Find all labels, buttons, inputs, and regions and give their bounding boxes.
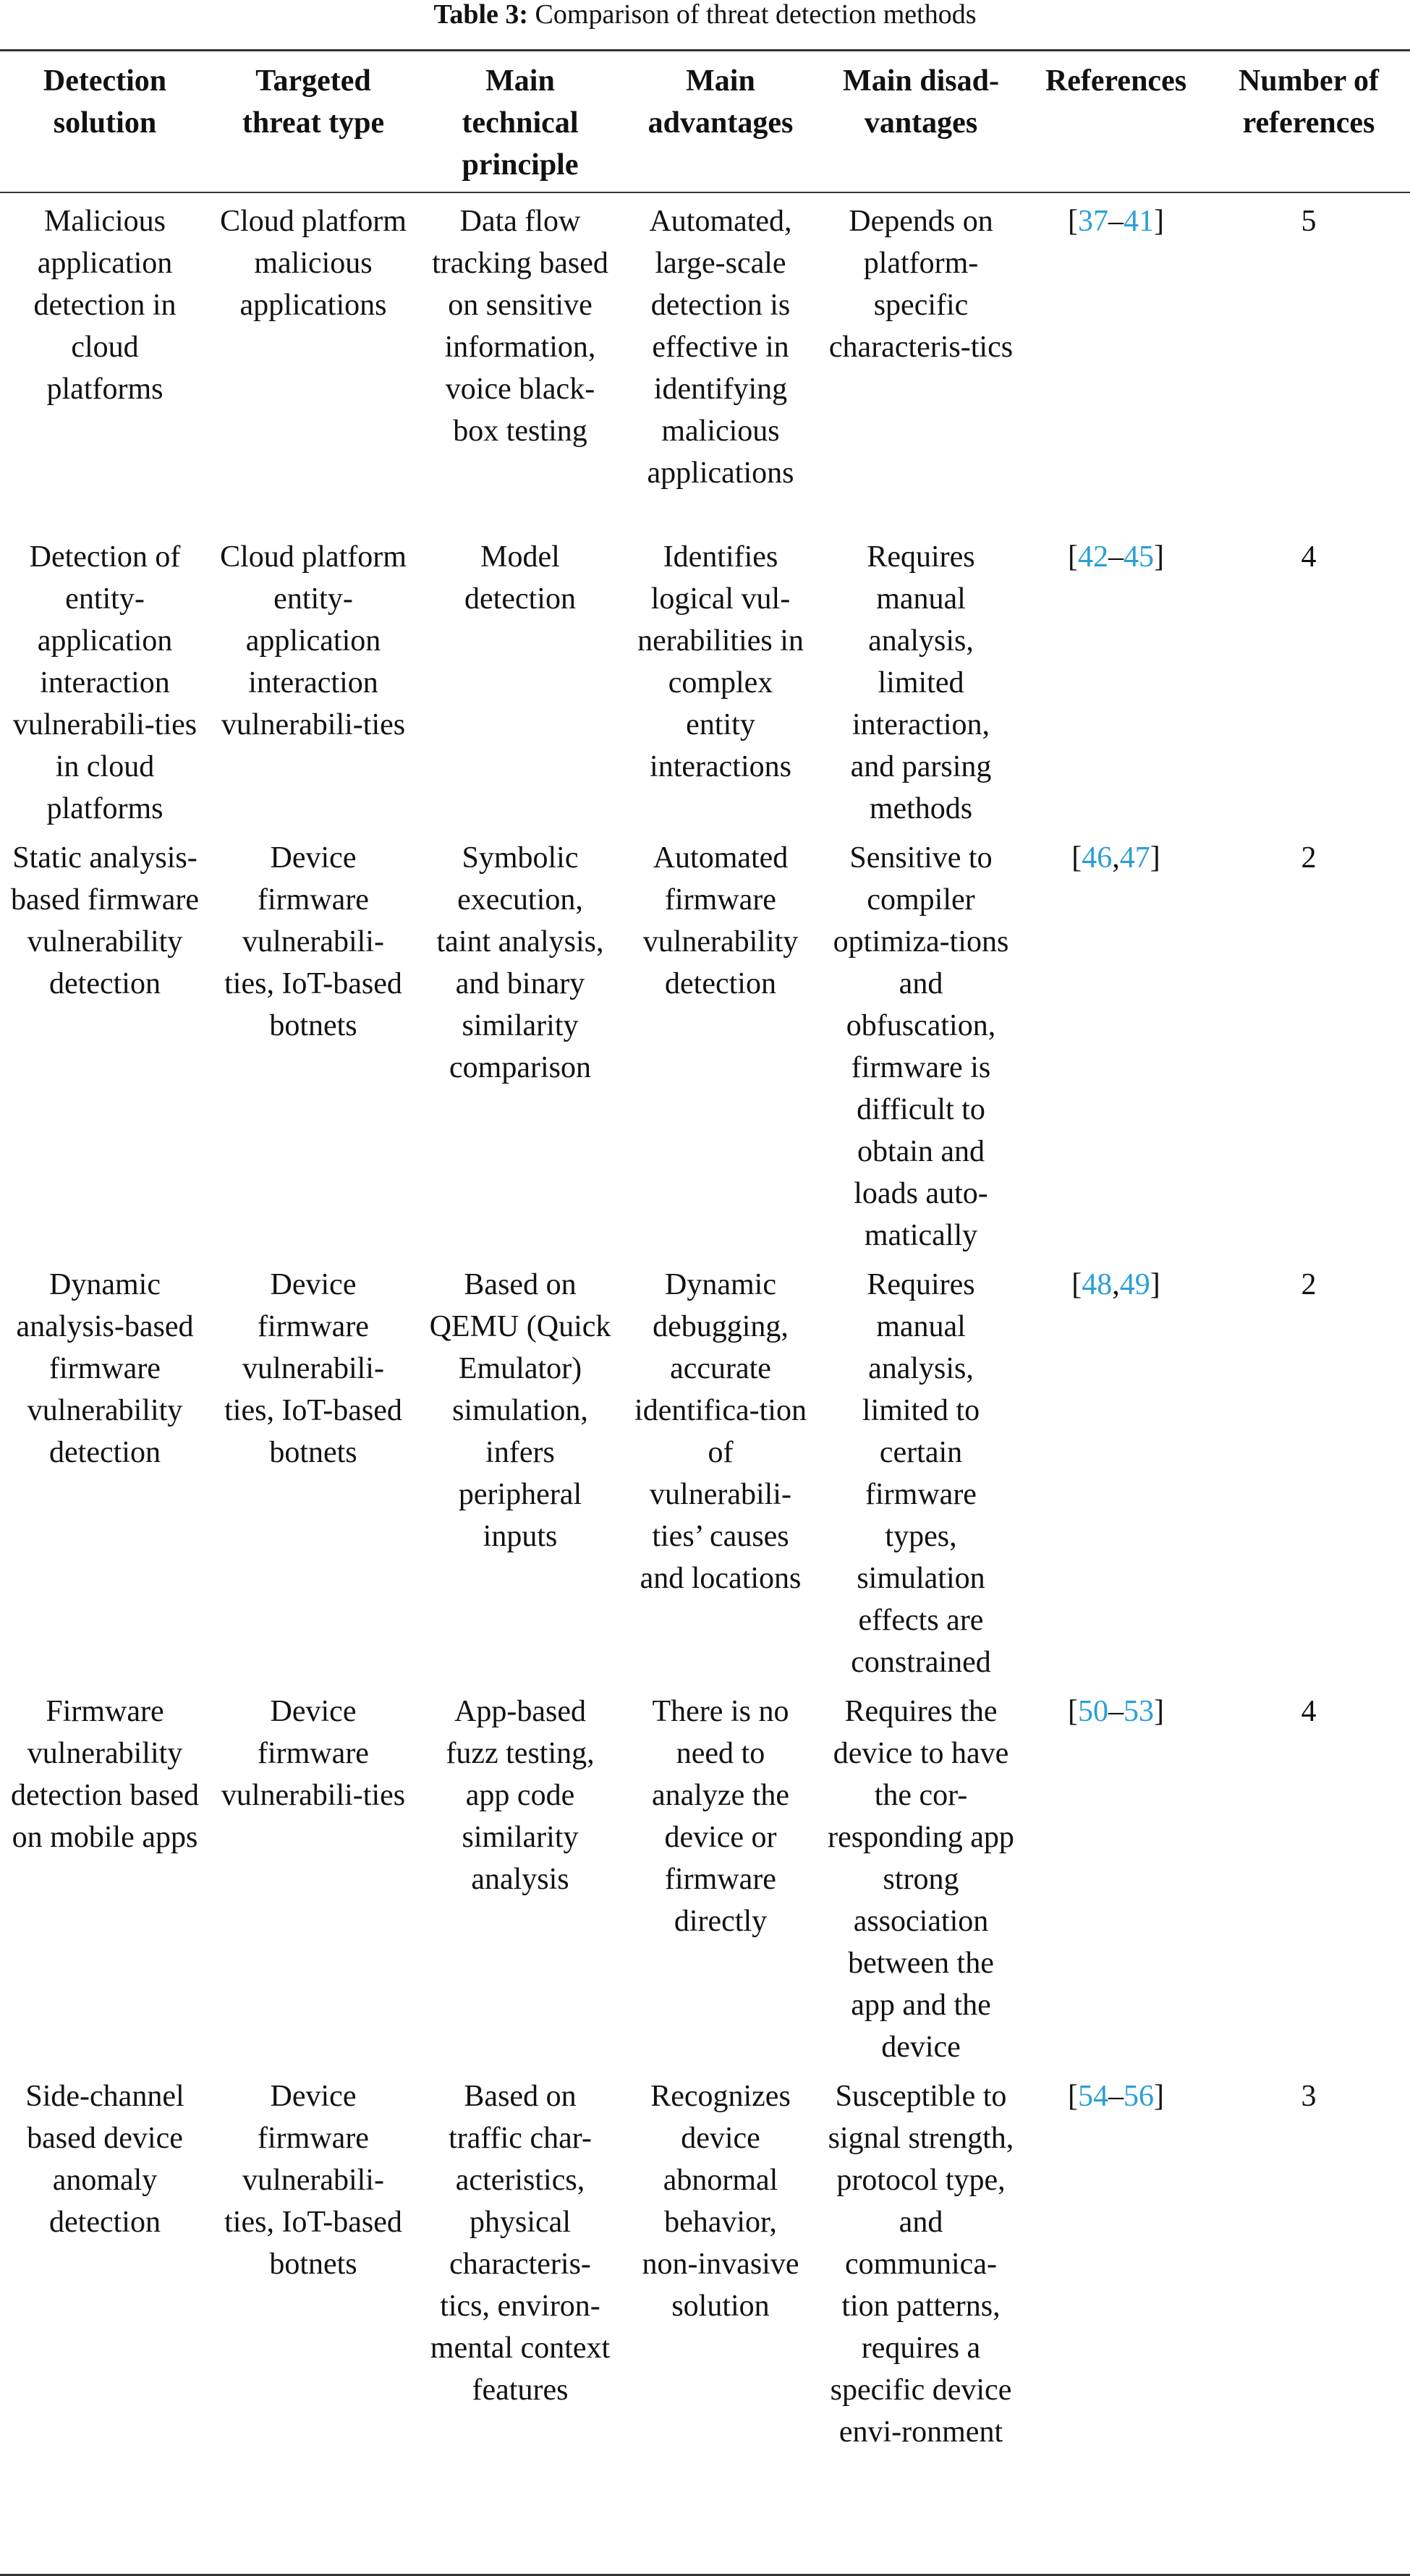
header-number-of-references: Number of references <box>1238 64 1380 140</box>
comparison-table-wrapper <box>0 49 1410 2576</box>
cell-advantages: There is no need to analyze the device or firmware directly <box>651 1695 790 1938</box>
reference-link[interactable]: 45 <box>1124 540 1154 574</box>
cell-disadvantages: Requires manual analysis, limited to certain firmware types, simulation effects are constrained <box>851 1268 991 1679</box>
table-caption-text: Comparison of threat detection methods <box>528 0 977 30</box>
header-main-advantages: Main advantages <box>647 64 794 140</box>
table-header-row <box>0 51 1410 193</box>
cell-solution: Detection of entity-application interaction vulnerabili-ties in cloud platforms <box>12 540 198 825</box>
cell-count: 4 <box>1301 540 1317 574</box>
reference-link[interactable]: 41 <box>1124 205 1154 238</box>
table-row <box>0 830 1410 1257</box>
table-row <box>0 192 1410 529</box>
table-caption-label: Table 3: <box>433 0 529 30</box>
cell-threat: Device firmware vulnerabili-ties, IoT-based botnets <box>224 1268 402 1469</box>
cell-references: [37–41] <box>1068 205 1164 238</box>
reference-link[interactable]: 54 <box>1078 2080 1108 2113</box>
cell-references: [42–45] <box>1068 540 1164 574</box>
cell-solution: Side-channel based device anomaly detection <box>25 2080 184 2239</box>
cell-advantages: Dynamic debugging, accurate identifica-tion of vulnerabili-ties’ causes and locations <box>634 1268 807 1595</box>
reference-separator: – <box>1108 540 1124 574</box>
cell-advantages: Identifies logical vul-nerabilities in complex entity interactions <box>637 540 804 783</box>
reference-separator: – <box>1108 205 1124 238</box>
reference-link[interactable]: 53 <box>1124 1695 1154 1728</box>
table-row <box>0 1683 1410 2068</box>
header-detection-solution: Detection solution <box>43 64 167 140</box>
cell-solution: Static analysis-based firmware vulnerability detection <box>10 841 200 1000</box>
cell-principle: App-based fuzz testing, app code similarity analysis <box>446 1695 595 1896</box>
cell-principle: Data flow tracking based on sensitive information, voice black-box testing <box>432 205 608 448</box>
header-main-disadvantages: Main disad-vantages <box>843 64 999 140</box>
reference-link[interactable]: 37 <box>1078 205 1108 238</box>
reference-link[interactable]: 49 <box>1119 1268 1150 1301</box>
cell-advantages: Automated firmware vulnerability detection <box>642 841 799 1000</box>
cell-disadvantages: Depends on platform-specific characteris-tics <box>828 205 1014 364</box>
cell-advantages: Automated, large-scale detection is effective in identifying malicious applications <box>647 205 794 490</box>
cell-principle: Based on QEMU (Quick Emulator) simulation, infers peripheral inputs <box>429 1268 611 1553</box>
reference-link[interactable]: 42 <box>1078 540 1108 574</box>
cell-principle: Model detection <box>464 540 576 616</box>
cell-threat: Cloud platform malicious applications <box>220 205 407 322</box>
reference-separator: , <box>1112 1268 1120 1301</box>
cell-principle: Symbolic execution, taint analysis, and binary similarity comparison <box>436 841 604 1084</box>
table-row <box>0 529 1410 830</box>
reference-link[interactable]: 48 <box>1082 1268 1113 1301</box>
cell-references: [48,49] <box>1071 1268 1160 1301</box>
cell-references: [46,47] <box>1071 841 1160 875</box>
cell-solution: Malicious application detection in cloud platforms <box>33 205 177 406</box>
table-row <box>0 2068 1410 2575</box>
cell-solution: Dynamic analysis-based firmware vulnerability detection <box>16 1268 194 1469</box>
cell-principle: Based on traffic char-acteristics, physical characteris-tics, environ-mental context features <box>430 2080 611 2407</box>
cell-count: 2 <box>1301 1268 1317 1301</box>
cell-disadvantages: Sensitive to compiler optimiza-tions and obfuscation, firmware is difficult to obtain and loads auto-matically <box>833 841 1009 1252</box>
reference-link[interactable]: 47 <box>1119 841 1150 875</box>
reference-separator: – <box>1108 2080 1124 2113</box>
cell-threat: Cloud platform entity-application interaction vulnerabili-ties <box>220 540 407 741</box>
header-targeted-threat-type: Targeted threat type <box>242 64 385 140</box>
cell-disadvantages: Requires manual analysis, limited interaction, and parsing methods <box>850 540 992 825</box>
reference-link[interactable]: 56 <box>1124 2080 1154 2113</box>
cell-disadvantages: Requires the device to have the cor-responding app strong association between the app and the device <box>828 1695 1014 2064</box>
header-main-technical-principle: Main technical principle <box>462 64 579 182</box>
table-row <box>0 1257 1410 1683</box>
cell-count: 2 <box>1301 841 1317 875</box>
cell-disadvantages: Susceptible to signal strength, protocol type, and communica-tion patterns, requires a specific device envi-ronment <box>828 2080 1014 2449</box>
reference-link[interactable]: 46 <box>1082 841 1113 875</box>
reference-separator: – <box>1108 1695 1124 1728</box>
header-references: References <box>1045 64 1187 98</box>
cell-threat: Device firmware vulnerabili-ties, IoT-based botnets <box>224 841 402 1042</box>
reference-separator: , <box>1112 841 1120 875</box>
cell-threat: Device firmware vulnerabili-ties, IoT-based botnets <box>224 2080 402 2281</box>
reference-link[interactable]: 50 <box>1078 1695 1108 1728</box>
cell-advantages: Recognizes device abnormal behavior, non-invasive solution <box>642 2080 799 2323</box>
table-caption <box>0 0 1410 29</box>
cell-count: 3 <box>1301 2080 1317 2113</box>
cell-references: [50–53] <box>1068 1695 1164 1728</box>
cell-references: [54–56] <box>1068 2080 1164 2113</box>
cell-count: 4 <box>1301 1695 1317 1728</box>
cell-count: 5 <box>1301 205 1317 238</box>
cell-solution: Firmware vulnerability detection based on mobile apps <box>10 1695 200 1854</box>
cell-threat: Device firmware vulnerabili-ties <box>221 1695 406 1812</box>
comparison-table <box>0 49 1410 2576</box>
